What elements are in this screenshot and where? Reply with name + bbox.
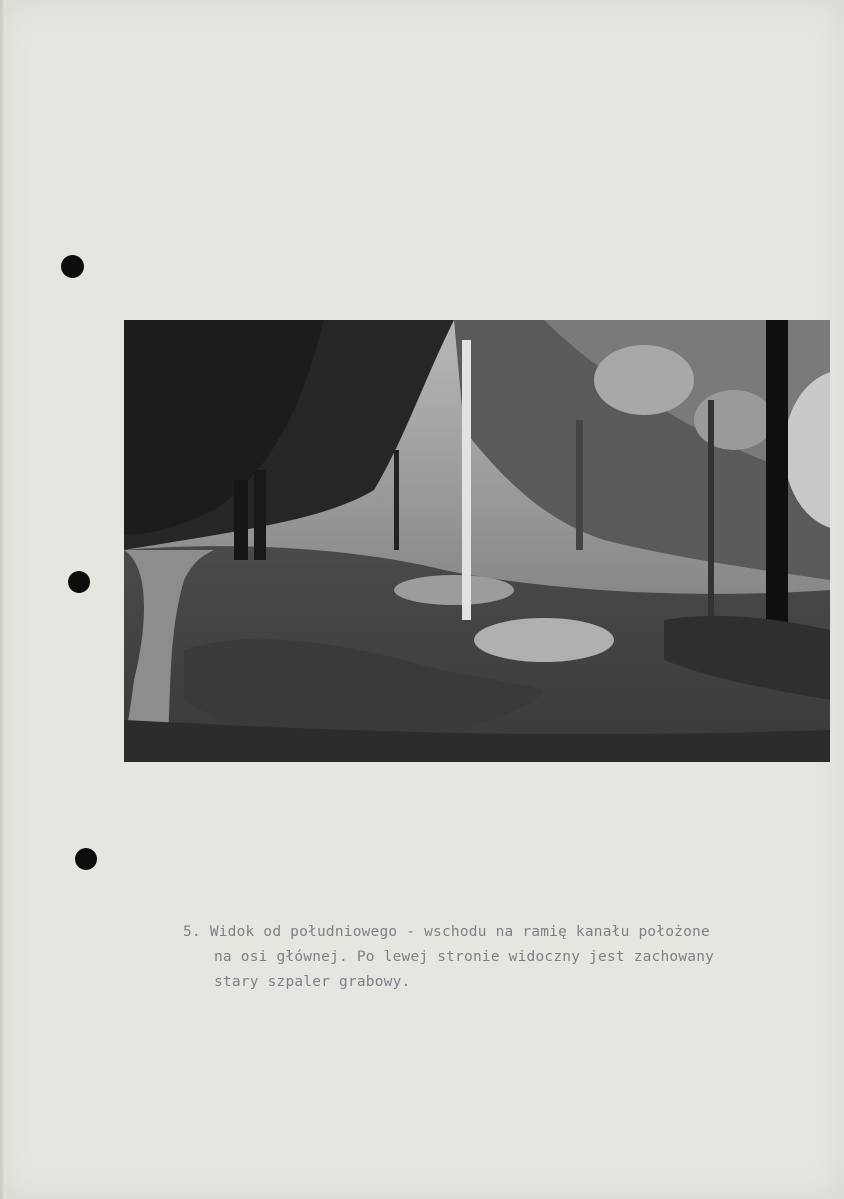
forest-photograph — [124, 320, 830, 762]
caption-text-line: stary szpaler grabowy. — [214, 974, 411, 990]
punch-hole-icon — [75, 848, 97, 870]
caption-line-1 — [183, 920, 793, 945]
caption-text-line: Widok od południowego - wschodu na ramię kanału położone — [209, 924, 710, 940]
page-edge-shadow — [0, 0, 6, 1199]
punch-hole-icon — [68, 571, 90, 593]
photo-caption — [183, 920, 793, 995]
punch-hole-icon — [61, 255, 84, 278]
caption-text-line: na osi głównej. Po lewej stronie widoczny jest zachowany — [214, 949, 715, 965]
caption-number: 5. — [183, 924, 201, 940]
